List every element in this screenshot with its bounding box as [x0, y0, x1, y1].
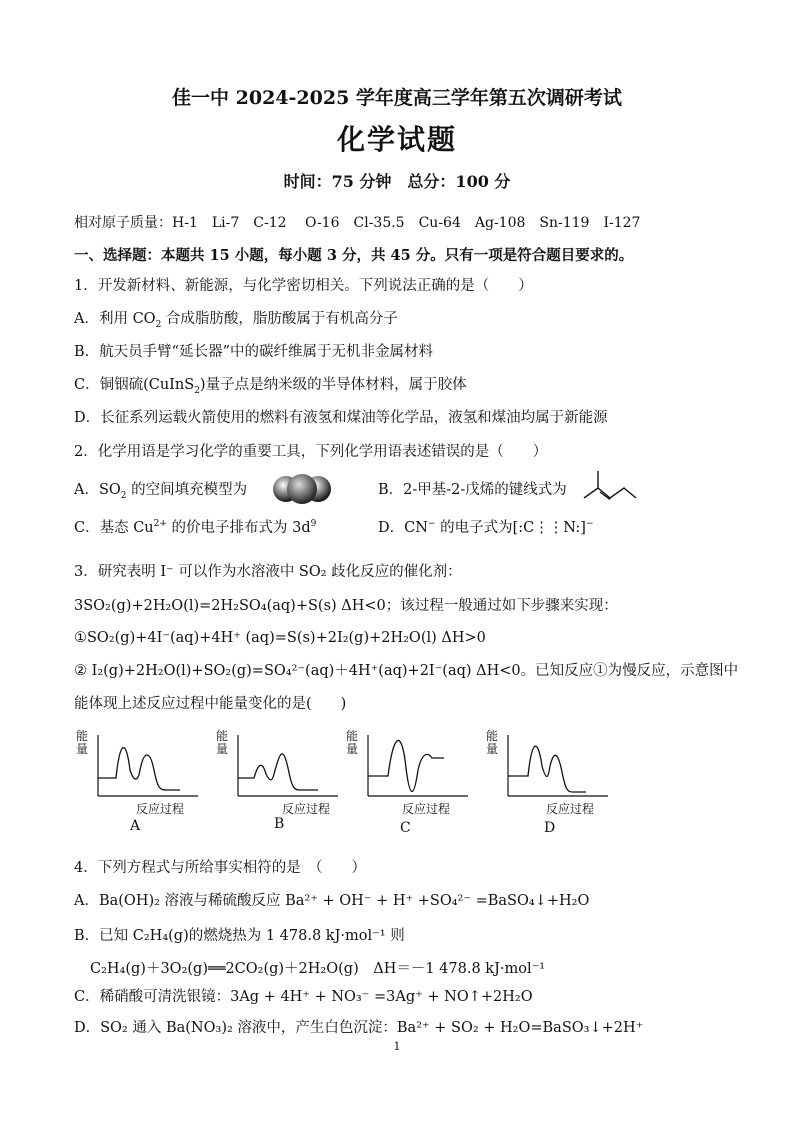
section-heading: 一、选择题：本题共 15 小题，每小题 3 分，共 45 分。只有一项是符合题目要求的。	[74, 247, 634, 264]
q1-option-c: C．铜铟硫(CuInS$_2$)量子点是纳米级的半导体材料，属于胶体	[74, 377, 467, 396]
q3-step2: ② I₂(g)+2H₂O(l)+SO₂(g)=SO₄²⁻(aq)＋4H⁺(aq)+2I⁻(aq) ΔH<0。已知反应①为慢反应，示意图中	[74, 663, 739, 679]
graph-b-xlabel: 反应过程	[282, 802, 331, 816]
graph-a-xlabel: 反应过程	[136, 802, 185, 816]
q2-stem: 2．化学用语是学习化学的重要工具，下列化学用语表述错误的是（ ）	[74, 444, 548, 460]
q3-step1: ①SO₂(g)+4I⁻(aq)+4H⁺ (aq)=S(s)+2I₂(g)+2H₂O(l) ΔH>0	[74, 630, 486, 646]
graph-c-ylabel: 能量	[346, 729, 359, 756]
graph-a-letter: A	[130, 818, 141, 834]
subject-title: 化学试题	[336, 123, 457, 156]
q4-stem: 4．下列方程式与所给事实相符的是 （ ）	[74, 860, 366, 876]
q1-option-a: A．利用 $CO_2$ 合成脂肪酸，脂肪酸属于有机高分子	[74, 311, 398, 330]
graph-d-xlabel: 反应过程	[546, 802, 595, 816]
q2-option-a: A．$SO_2$ 的空间填充模型为	[74, 482, 248, 501]
graph-c-letter: C	[400, 820, 411, 836]
q1-option-b: B．航天员手臂“延长器”中的碳纤维属于无机非金属材料	[74, 344, 433, 360]
page-number: 1	[393, 1040, 401, 1053]
graph-a-ylabel: 能量	[76, 729, 89, 756]
q4-option-d: D．SO₂ 通入 Ba(NO₃)₂ 溶液中，产生白色沉淀：Ba²⁺ + SO₂ + H₂O=BaSO₃↓+2H⁺	[74, 1020, 644, 1036]
graph-b-ylabel: 能量	[216, 729, 229, 756]
exam-title: 佳一中 2024-2025 学年度高三学年第五次调研考试	[172, 87, 622, 109]
q3-tail: 能体现上述反应过程中能量变化的是( )	[74, 696, 347, 712]
graph-b-letter: B	[274, 816, 285, 832]
so2-space-filling-model-icon	[272, 472, 332, 506]
q4-option-b-equation: C₂H₄(g)＋3O₂(g)══2CO₂(g)＋2H₂O(g) ΔH＝－1 478.8 kJ·mol⁻¹	[90, 961, 546, 977]
q4-option-a: A．Ba(OH)₂ 溶液与稀硫酸反应 Ba²⁺ + OH⁻ + H⁺ +SO₄²⁻ =BaSO₄↓+H₂O	[74, 893, 590, 909]
time-info: 时间：75 分钟 总分：100 分	[283, 172, 511, 191]
cn-electron-formula: [:C⋮⋮N:]	[512, 520, 586, 536]
graph-c-xlabel: 反应过程	[402, 802, 451, 816]
q1-option-d: D．长征系列运载火箭使用的燃料有液氢和煤油等化学品，液氢和煤油均属于新能源	[74, 410, 608, 426]
atomic-masses: 相对原子质量：H-1 Li-7 C-12 O-16 Cl-35.5 Cu-64 Ag-108 Sn-119 I-127	[74, 215, 641, 231]
graph-d-ylabel: 能量	[486, 729, 499, 756]
q3-stem: 3．研究表明 I⁻ 可以作为水溶液中 SO₂ 歧化反应的催化剂：	[74, 564, 462, 580]
q2-option-d: D．CN− 的电子式为[:C⋮⋮N:]−	[378, 519, 594, 536]
q4-option-c: C．稀硝酸可清洗银镜：3Ag + 4H⁺ + NO₃⁻ =3Ag⁺ + NO↑+2H₂O	[74, 989, 533, 1005]
q4-option-b: B．已知 C₂H₄(g)的燃烧热为 1 478.8 kJ·mol⁻¹ 则	[74, 928, 405, 944]
q3-equation: 3SO₂(g)+2H₂O(l)=2H₂SO₄(aq)+S(s) ΔH<0；该过程一般通过如下步骤来实现：	[74, 598, 618, 614]
q2-option-c: C．基态 $Cu^{2+}$ 的价电子排布式为 $3d^9$	[74, 519, 317, 536]
q1-stem: 1．开发新材料、新能源，与化学密切相关。下列说法正确的是（ ）	[74, 278, 533, 294]
skeletal-formula-icon	[580, 468, 640, 504]
q2-option-b: B．2-甲基-2-戊烯的键线式为	[378, 482, 567, 498]
graph-d-letter: D	[544, 820, 556, 836]
